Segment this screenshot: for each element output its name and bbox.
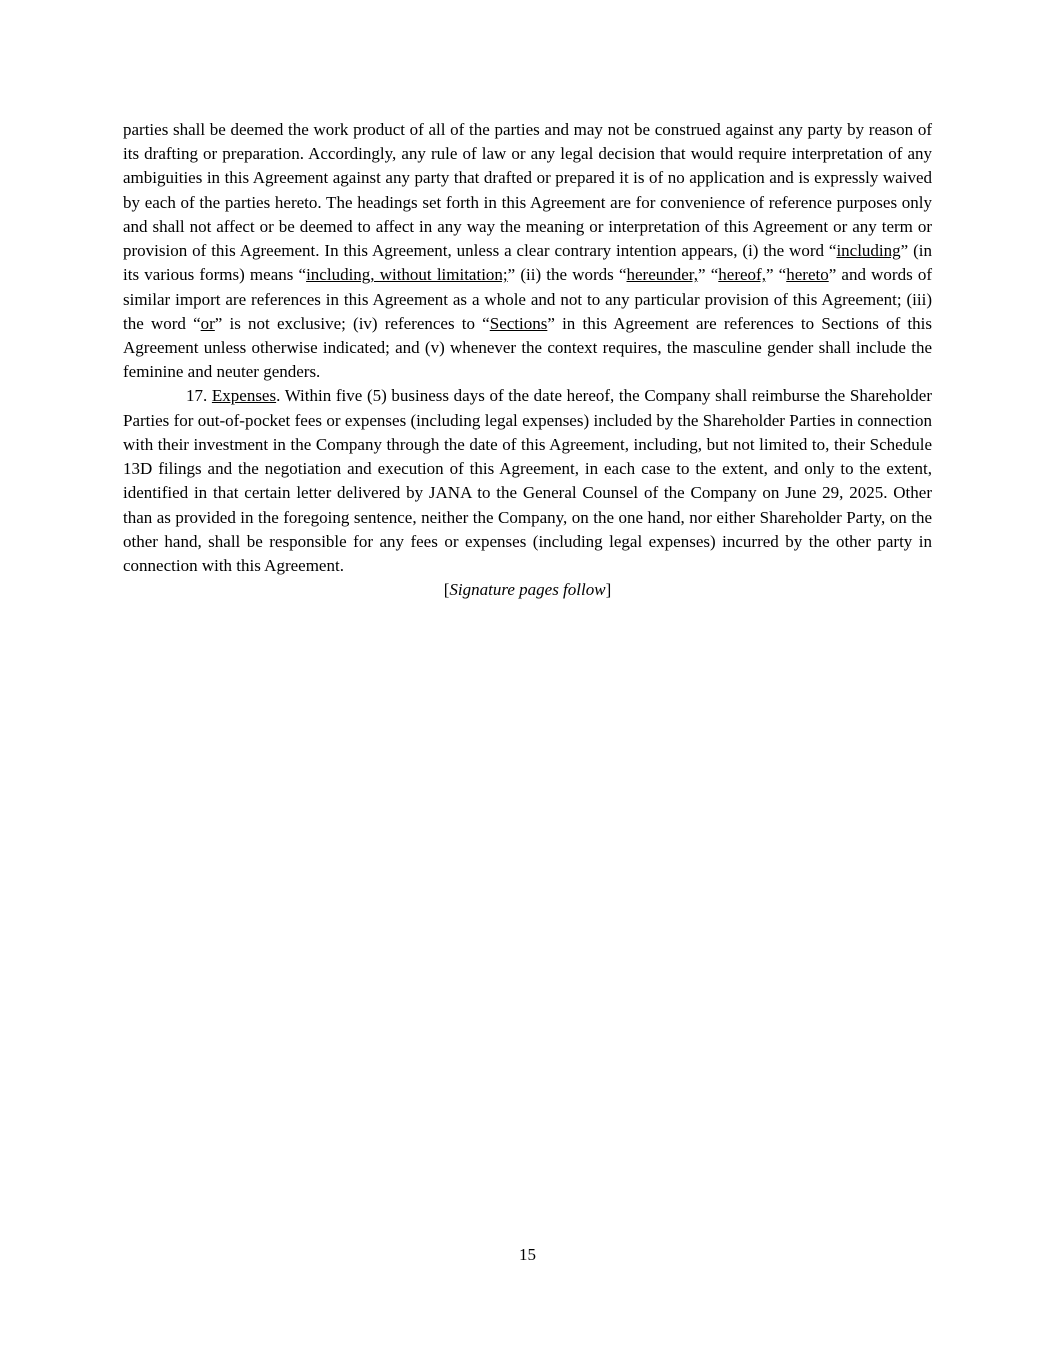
- text-segment: ” and words of similar import are references in this Agreement as a whole and not to any particular provision of this Agreement; (iii) the word “: [123, 265, 933, 333]
- bracket-open: [: [443, 580, 450, 600]
- underlined-term-including: including: [836, 241, 901, 261]
- signature-pages-note: [123, 578, 932, 602]
- text-segment: ” is not exclusive; (iv) references to “: [214, 313, 490, 333]
- bracket-close: ]: [605, 580, 612, 600]
- text-segment: parties shall be deemed the work product of all of the parties and may not be construed against any party by reason of its drafting or preparation. Accordingly, any rule of law or any legal decision that would require interpretation of any ambiguities in this Agreement against any party that drafted or prepared it is of no application and is expressly waived by each of the parties hereto. The headings set forth in this Agreement are for convenience of reference purposes only and shall not affect or be deemed to affect in any way the meaning or interpretation of this Agreement or any term or provision of this Agreement. In this Agreement, unless a clear contrary intention appears, (i) the word “: [123, 120, 932, 261]
- text-segment: ” “: [765, 265, 787, 285]
- signature-note-text: Signature pages follow: [449, 580, 606, 600]
- text-segment: ” (in its various forms) means “: [123, 241, 932, 285]
- page-number: 15: [519, 1245, 536, 1264]
- underlined-term-hereof: hereof,: [718, 265, 766, 285]
- text-segment: . Within five (5) business days of the date hereof, the Company shall reimburse the Shareholder Parties for out-of-pocket fees or expenses (including legal expenses) included by the Shareholder Parties in connection with their investment in the Company through the date of this Agreement, including, but not limited to, their Schedule 13D filings and the negotiation and execution of this Agreement, in each case to the extent, and only to the extent, identified in that certain letter delivered by JANA to the General Counsel of the Company on June 29, 2025. Other than as provided in the foregoing sentence, neither the Company, on the one hand, nor either Shareholder Party, on the other hand, shall be responsible for any fees or expenses (including legal expenses) incurred by the other party in connection with this Agreement.: [123, 386, 932, 575]
- underlined-term-sections: Sections: [489, 313, 548, 333]
- underlined-term-hereto: hereto: [786, 265, 829, 285]
- paragraph-construction-rules: [123, 118, 932, 384]
- text-segment: ” “: [698, 265, 719, 285]
- underlined-heading-expenses: Expenses: [211, 386, 277, 406]
- text-segment: ” in this Agreement are references to Sections of this Agreement unless otherwise indicated; and (v) whenever the context requires, the masculine gender shall include the feminine and neuter genders.: [123, 313, 933, 382]
- section-number: 17.: [186, 386, 212, 406]
- document-body: [123, 118, 932, 602]
- underlined-term-or: or: [200, 313, 215, 333]
- underlined-term-including-without-limitation: including, without limitation;: [306, 265, 508, 285]
- text-segment: ” (ii) the words “: [507, 265, 627, 285]
- paragraph-expenses: [123, 384, 932, 578]
- underlined-term-hereunder: hereunder,: [626, 265, 699, 285]
